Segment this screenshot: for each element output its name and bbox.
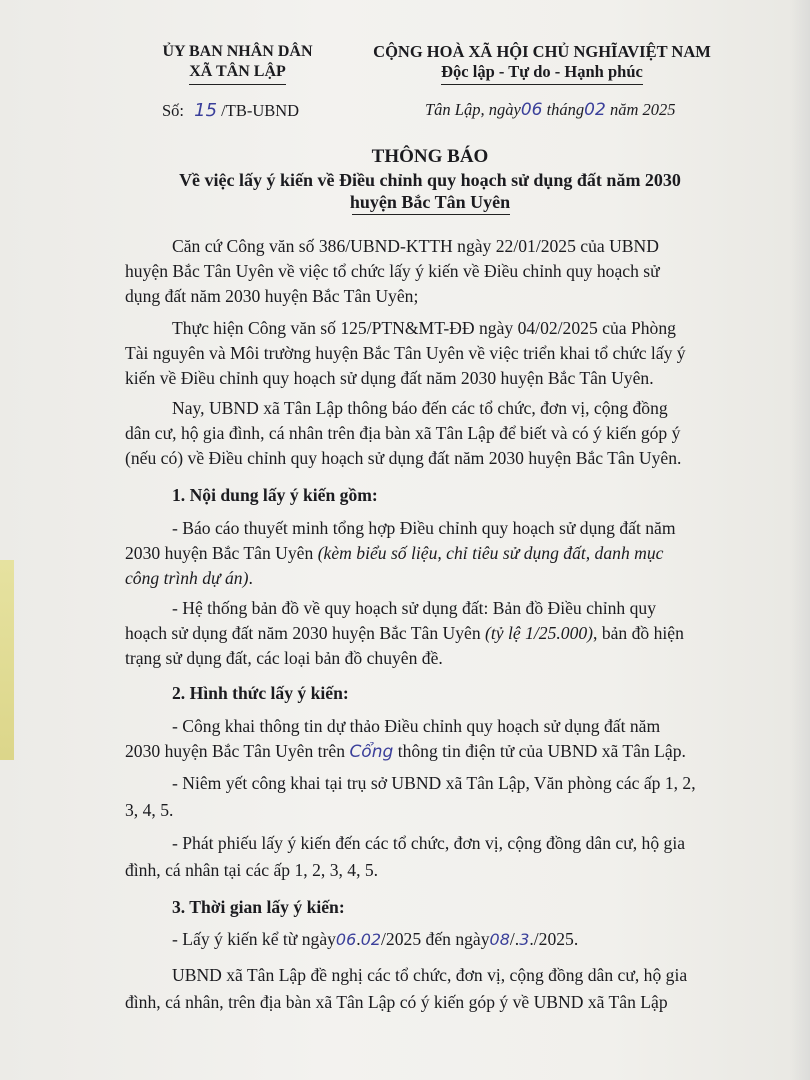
document-number	[162, 100, 299, 121]
section3-text-mid: /2025 đến ngày	[381, 929, 490, 949]
section2a-line2-b: thông tin điện tử của UBND xã Tân Lập.	[397, 741, 686, 761]
end-day-handwritten: 08	[489, 930, 510, 949]
section1a-line2-italic: (kèm biểu số liệu, chỉ tiêu sử dụng đất, danh mục	[317, 543, 664, 563]
number-handwritten: 15	[194, 100, 218, 121]
section1b-line2-b: , bản đồ hiện	[593, 623, 684, 643]
section1b-line1: - Hệ thống bản đồ về quy hoạch sử dụng đất: Bản đồ Điều chỉnh quy	[172, 598, 656, 618]
org-line-1: ỦY BAN NHÂN DÂN	[162, 43, 313, 60]
section1a-line3-end: .	[248, 568, 253, 588]
date-year: năm 2025	[609, 100, 676, 119]
para2-line1: Thực hiện Công văn số 125/PTN&MT-ĐĐ ngày 04/02/2025 của Phòng	[172, 318, 676, 338]
notice-title: THÔNG BÁO	[371, 146, 489, 167]
section2c-line1: - Phát phiếu lấy ý kiến đến các tổ chức, đơn vị, cộng đồng dân cư, hộ gia	[172, 833, 686, 853]
section1a-line2-text: 2030 huyện Bắc Tân Uyên	[125, 543, 314, 563]
para4-line2: đình, cá nhân, trên địa bàn xã Tân Lập có ý kiến góp ý về UBND xã Tân Lập	[125, 992, 668, 1012]
section1b-line2	[125, 623, 684, 644]
para3-line2: dân cư, hộ gia đình, cá nhân trên địa bàn xã Tân Lập để biết và có ý kiến góp ý	[125, 423, 681, 443]
issuing-org	[150, 42, 325, 85]
section1a-line3-italic: công trình dự án)	[125, 568, 249, 588]
para2-line3: kiến về Điều chỉnh quy hoạch sử dụng đất năm 2030 huyện Bắc Tân Uyên.	[125, 368, 654, 388]
section2b-line1: - Niêm yết công khai tại trụ sở UBND xã Tân Lập, Văn phòng các ấp 1, 2,	[172, 773, 696, 793]
nation-line-1: CỘNG HOÀ XÃ HỘI CHỦ NGHĨAVIỆT NAM	[373, 42, 711, 61]
section1b-line2-a: hoạch sử dụng đất năm 2030 huyện Bắc Tân Uyên	[125, 623, 481, 643]
org-line-2: XÃ TÂN LẬP	[189, 62, 286, 85]
section1b-line3: trạng sử dụng đất, các loại bản đồ chuyên đề.	[125, 648, 443, 668]
date-month-label: tháng	[546, 100, 585, 119]
section-3-heading: 3. Thời gian lấy ý kiến:	[172, 897, 345, 917]
national-motto	[372, 42, 712, 85]
date-day-handwritten: 06	[520, 100, 543, 120]
section1b-line2-italic: (tỷ lệ 1/25.000)	[485, 623, 594, 643]
section2a-handwritten: Cổng	[349, 742, 394, 762]
para1-line2: huyện Bắc Tân Uyên về việc tổ chức lấy ý kiến về Điều chỉnh quy hoạch sử	[125, 261, 660, 281]
end-month-handwritten: 3	[519, 930, 530, 949]
document-date	[425, 100, 675, 120]
notice-subtitle-1: Về việc lấy ý kiến về Điều chỉnh quy hoạch sử dụng đất năm 2030	[179, 170, 681, 190]
para1-line1: Căn cứ Công văn số 386/UBND-KTTH ngày 22/01/2025 của UBND	[172, 236, 659, 256]
section2b-line2: 3, 4, 5.	[125, 800, 174, 820]
para1-line3: dụng đất năm 2030 huyện Bắc Tân Uyên;	[125, 286, 419, 306]
section-2-heading: 2. Hình thức lấy ý kiến:	[172, 683, 349, 703]
date-month-handwritten: 02	[584, 100, 606, 120]
para2-line2: Tài nguyên và Môi trường huyện Bắc Tân Uyên về việc triển khai tổ chức lấy ý	[125, 343, 686, 363]
section3-line: - Lấy ý kiến kể từ ngày06.02/2025 đến ngày08/.3./2025.	[172, 929, 579, 949]
section3-text-end: ./2025.	[529, 929, 579, 949]
section2a-line2	[125, 741, 686, 762]
section3-text-a: - Lấy ý kiến kể từ ngày	[172, 929, 336, 949]
page-edge-left	[0, 560, 14, 760]
section2c-line2: đình, cá nhân tại các ấp 1, 2, 3, 4, 5.	[125, 860, 379, 880]
start-day-handwritten: 06	[335, 930, 357, 949]
para3-line1: Nay, UBND xã Tân Lập thông báo đến các tổ chức, đơn vị, cộng đồng	[172, 398, 668, 418]
para4-line1: UBND xã Tân Lập đề nghị các tổ chức, đơn vị, cộng đồng dân cư, hộ gia	[172, 965, 688, 985]
section1a-line3	[125, 568, 253, 589]
section-1-heading: 1. Nội dung lấy ý kiến gồm:	[172, 485, 378, 505]
section2a-line2-a: 2030 huyện Bắc Tân Uyên trên	[125, 741, 346, 761]
section1a-line1: - Báo cáo thuyết minh tổng hợp Điều chỉnh quy hoạch sử dụng đất năm	[172, 518, 676, 538]
para3-line3: (nếu có) về Điều chỉnh quy hoạch sử dụng đất năm 2030 huyện Bắc Tân Uyên.	[125, 448, 682, 468]
title-underline	[352, 214, 510, 215]
start-month-handwritten: 02	[360, 930, 382, 949]
nation-line-2: Độc lập - Tự do - Hạnh phúc	[441, 62, 643, 85]
section1a-line2	[125, 543, 663, 564]
number-prefix: Số:	[162, 101, 185, 120]
number-suffix: /TB-UBND	[221, 101, 300, 120]
date-place: Tân Lập, ngày	[425, 100, 521, 119]
section2a-line1: - Công khai thông tin dự thảo Điều chỉnh quy hoạch sử dụng đất năm	[172, 716, 661, 736]
notice-subtitle-2: huyện Bắc Tân Uyên	[349, 192, 511, 212]
